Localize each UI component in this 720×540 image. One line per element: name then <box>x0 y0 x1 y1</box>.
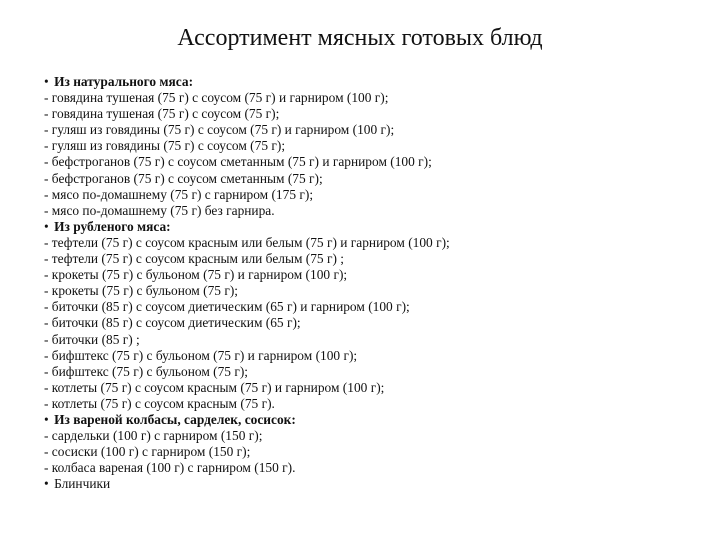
bullet-icon: • <box>44 476 49 492</box>
list-item: - биточки (85 г) ; <box>44 331 140 347</box>
section-heading-text: Из натурального мяса: <box>54 74 194 89</box>
section-heading <box>44 74 704 90</box>
list-item: - биточки (85 г) с соусом диетическим (65 г) и гарниром (100 г); <box>44 299 410 315</box>
list-item: - бефстроганов (75 г) с соусом сметанным (75 г) и гарниром (100 г); <box>44 154 432 170</box>
list-item: - бифштекс (75 г) с бульоном (75 г); <box>44 363 249 379</box>
section-heading <box>44 412 704 428</box>
list-item: - колбаса вареная (100 г) с гарниром (150 г). <box>44 460 296 476</box>
bullet-icon: • <box>44 411 49 427</box>
list-item: - крокеты (75 г) с бульоном (75 г) и гарниром (100 г); <box>44 267 348 283</box>
list-item: - мясо по-домашнему (75 г) с гарниром (175 г); <box>44 186 314 202</box>
list-item: - тефтели (75 г) с соусом красным или белым (75 г) и гарниром (100 г); <box>44 234 450 250</box>
list-item: - биточки (85 г) с соусом диетическим (65 г); <box>44 315 301 331</box>
list-item: - мясо по-домашнему (75 г) без гарнира. <box>44 202 275 218</box>
list-item: - бефстроганов (75 г) с соусом сметанным (75 г); <box>44 170 323 186</box>
list-item: - сардельки (100 г) с гарниром (150 г); <box>44 428 263 444</box>
list-item: - котлеты (75 г) с соусом красным (75 г). <box>44 395 275 411</box>
list-item: - гуляш из говядины (75 г) с соусом (75 г) и гарниром (100 г); <box>44 122 395 138</box>
list-item: - тефтели (75 г) с соусом красным или белым (75 г) ; <box>44 251 344 267</box>
section-heading <box>44 219 704 235</box>
page-title: Ассортимент мясных готовых блюд <box>177 25 543 51</box>
list-item: - сосиски (100 г) с гарниром (150 г); <box>44 444 251 460</box>
content-body <box>44 74 704 492</box>
bullet-icon: • <box>44 218 49 234</box>
section-heading <box>44 476 704 492</box>
section-heading-text: Из рубленого мяса: <box>54 218 171 234</box>
list-item: - котлеты (75 г) с соусом красным (75 г) и гарниром (100 г); <box>44 379 385 395</box>
list-item: - говядина тушеная (75 г) с соусом (75 г) и гарниром (100 г); <box>44 90 389 106</box>
bullet-icon: • <box>44 74 49 89</box>
list-item: - говядина тушеная (75 г) с соусом (75 г); <box>44 106 280 122</box>
section-heading-text: Из вареной колбасы, сарделек, сосисок: <box>54 411 296 427</box>
section-heading-text: Блинчики <box>54 476 111 492</box>
list-item: - бифштекс (75 г) с бульоном (75 г) и гарниром (100 г); <box>44 347 358 363</box>
list-item: - гуляш из говядины (75 г) с соусом (75 г); <box>44 138 286 154</box>
list-item: - крокеты (75 г) с бульоном (75 г); <box>44 283 238 299</box>
